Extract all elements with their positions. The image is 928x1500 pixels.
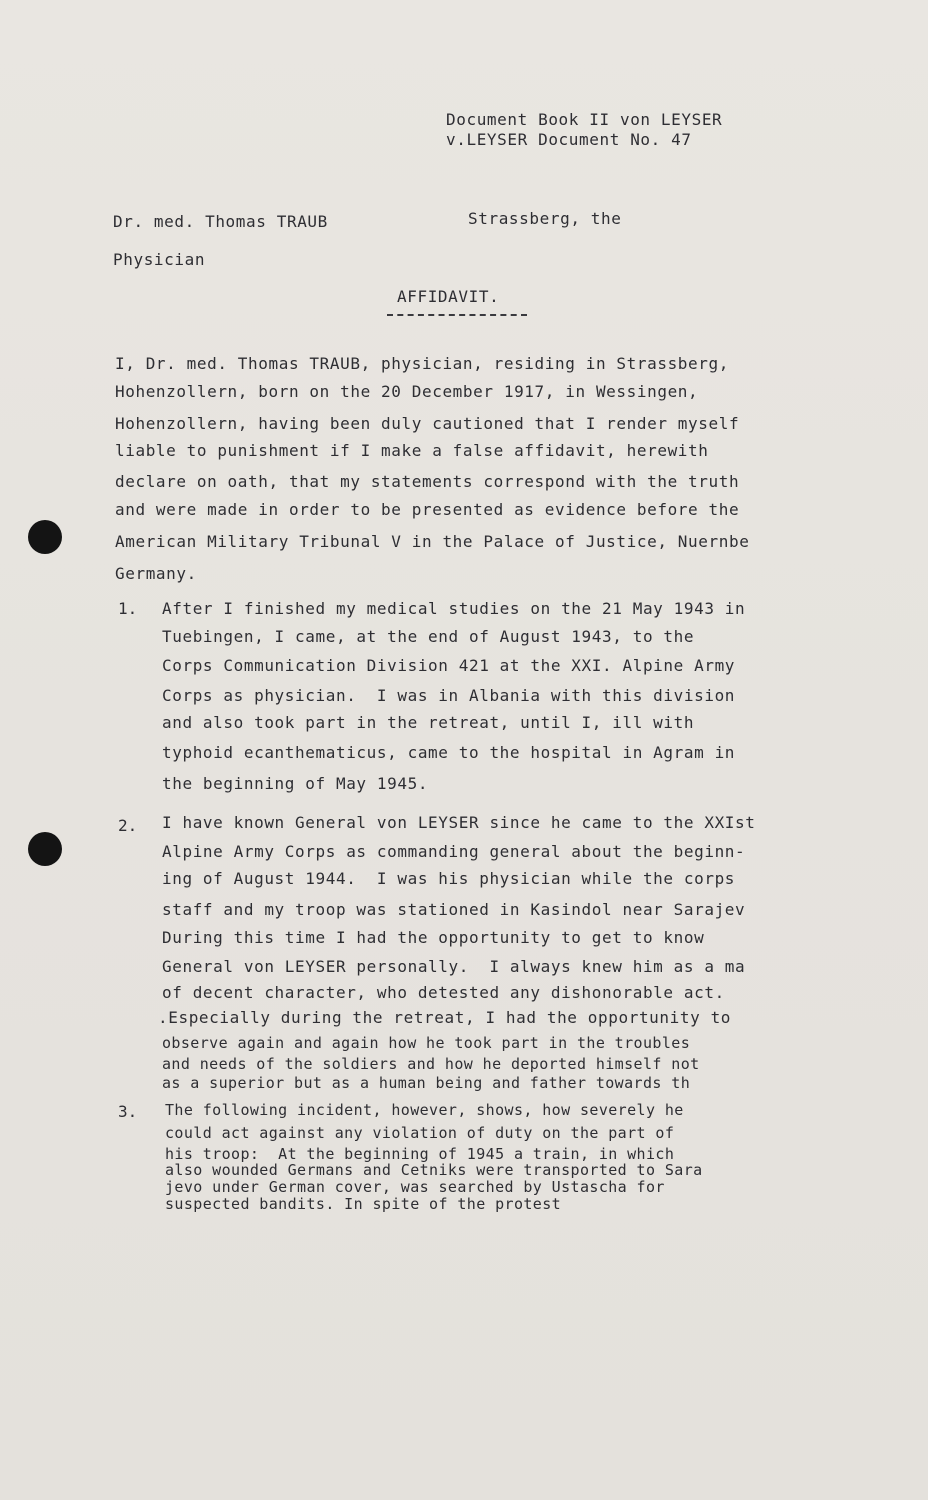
paragraph-line: .Especially during the retreat, I had the opportunity to <box>158 1008 732 1027</box>
paragraph-line: as a superior but as a human being and father towards th <box>162 1074 691 1092</box>
paragraph-line: Corps as physician. I was in Albania with this division <box>162 686 736 705</box>
paragraph-line: ing of August 1944. I was his physician while the corps <box>162 869 736 888</box>
paragraph-number: 2. <box>118 816 138 835</box>
paragraph-line: and also took part in the retreat, until I, ill with <box>162 713 695 732</box>
paragraph-line: After I finished my medical studies on the 21 May 1943 in <box>162 599 746 618</box>
intro-line: liable to punishment if I make a false affidavit, herewith <box>115 441 709 460</box>
place-date: Strassberg, the <box>468 209 622 228</box>
paragraph-line: Alpine Army Corps as commanding general about the beginn- <box>162 842 746 861</box>
title-underline <box>387 314 527 316</box>
paragraph-line: I have known General von LEYSER since he came to the XXIst <box>162 813 756 832</box>
intro-line: Hohenzollern, born on the 20 December 1917, in Wessingen, <box>115 382 699 401</box>
intro-line: declare on oath, that my statements correspond with the truth <box>115 472 740 491</box>
intro-line: and were made in order to be presented as evidence before the <box>115 500 740 519</box>
doc-number-reference: v.LEYSER Document No. 47 <box>446 130 692 149</box>
paragraph-line: of decent character, who detested any dishonorable act. <box>162 983 725 1002</box>
intro-line: I, Dr. med. Thomas TRAUB, physician, residing in Strassberg, <box>115 354 729 373</box>
doc-book-reference: Document Book II von LEYSER <box>446 110 723 129</box>
paragraph-line: suspected bandits. In spite of the protest <box>165 1195 562 1213</box>
paragraph-line: also wounded Germans and Cetniks were transported to Sara <box>165 1161 703 1179</box>
author-profession: Physician <box>113 250 206 269</box>
paragraph-line: Tuebingen, I came, at the end of August 1943, to the <box>162 627 695 646</box>
paragraph-line: Corps Communication Division 421 at the XXI. Alpine Army <box>162 656 736 675</box>
paragraph-line: General von LEYSER personally. I always knew him as a ma <box>162 957 746 976</box>
paragraph-line: staff and my troop was stationed in Kasindol near Sarajev <box>162 900 746 919</box>
intro-line: American Military Tribunal V in the Palace of Justice, Nuernbe <box>115 532 750 551</box>
paragraph-line: his troop: At the beginning of 1945 a train, in which <box>165 1145 675 1163</box>
paragraph-line: and needs of the soldiers and how he deported himself not <box>162 1055 700 1073</box>
paragraph-number: 3. <box>118 1102 138 1121</box>
paragraph-line: During this time I had the opportunity to get to know <box>162 928 705 947</box>
paragraph-line: observe again and again how he took part in the troubles <box>162 1034 691 1052</box>
punch-hole-top <box>28 520 62 554</box>
paragraph-number: 1. <box>118 599 138 618</box>
intro-line: Germany. <box>115 564 197 583</box>
paragraph-line: The following incident, however, shows, how severely he <box>165 1101 684 1119</box>
author-name: Dr. med. Thomas TRAUB <box>113 212 328 231</box>
intro-line: Hohenzollern, having been duly cautioned that I render myself <box>115 414 740 433</box>
punch-hole-bottom <box>28 832 62 866</box>
document-title: AFFIDAVIT. <box>397 287 500 306</box>
paragraph-line: could act against any violation of duty on the part of <box>165 1124 675 1142</box>
paragraph-line: jevo under German cover, was searched by Ustascha for <box>165 1178 665 1196</box>
paragraph-line: the beginning of May 1945. <box>162 774 429 793</box>
paragraph-line: typhoid ecanthematicus, came to the hospital in Agram in <box>162 743 736 762</box>
